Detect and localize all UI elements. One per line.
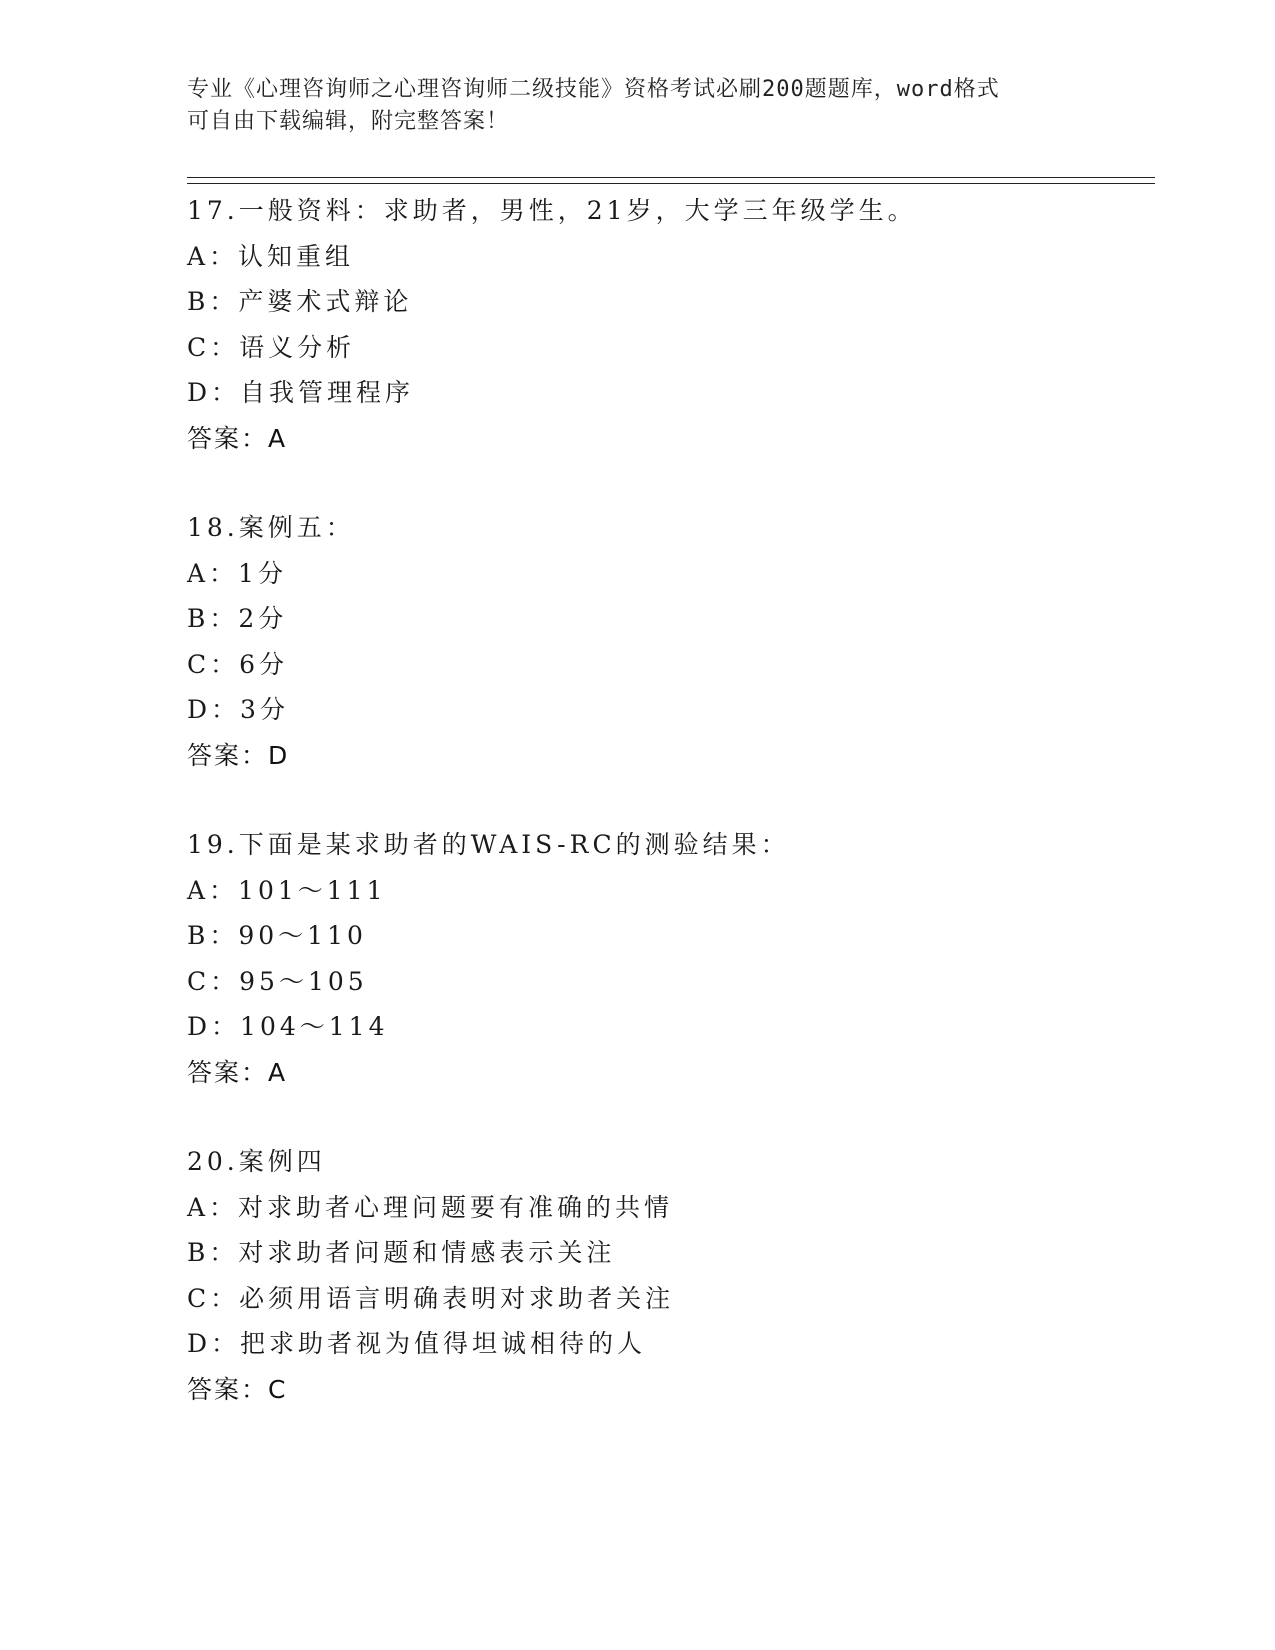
question-stem: 19.下面是某求助者的WAIS-RC的测验结果： — [187, 830, 790, 859]
option-a: A：1分 — [187, 558, 287, 588]
header-line-2: 可自由下载编辑，附完整答案！ — [187, 109, 510, 134]
question-stem: 18.案例五： — [187, 513, 355, 542]
question-20 — [187, 1139, 1155, 1412]
option-a: A：对求助者心理问题要有准确的共情 — [187, 1192, 674, 1222]
answer-line: 答案：C — [187, 1374, 288, 1404]
option-b: B：2分 — [187, 604, 288, 633]
option-a: A：认知重组 — [187, 241, 355, 271]
option-a: A：101～111 — [187, 875, 387, 905]
option-c: C：必须用语言明确表明对求助者关注 — [187, 1283, 675, 1313]
option-b: B：产婆术式辩论 — [187, 287, 413, 316]
option-d: D：把求助者视为值得坦诚相待的人 — [187, 1329, 647, 1358]
question-19 — [187, 822, 1155, 1095]
option-b: B：90～110 — [187, 921, 367, 950]
option-d: D：自我管理程序 — [187, 378, 415, 407]
option-d: D：104～114 — [187, 1012, 389, 1041]
option-c: C：语义分析 — [187, 332, 356, 362]
question-stem: 20.案例四 — [187, 1147, 326, 1176]
question-stem: 17.一般资料：求助者，男性，21岁，大学三年级学生。 — [187, 196, 917, 225]
header-rule-top — [187, 177, 1155, 178]
question-17 — [187, 188, 1155, 461]
question-list — [187, 188, 1155, 1412]
answer-line: 答案：A — [187, 1057, 288, 1087]
header-rule-bottom — [187, 183, 1155, 184]
option-c: C：95～105 — [187, 966, 368, 996]
header-line-1: 专业《心理咨询师之心理咨询师二级技能》资格考试必刷200题题库，word格式 — [187, 77, 1000, 102]
option-d: D：3分 — [187, 695, 289, 724]
answer-line: 答案：A — [187, 423, 288, 453]
document-header — [187, 74, 1067, 138]
answer-line: 答案：D — [187, 740, 290, 770]
option-b: B：对求助者问题和情感表示关注 — [187, 1238, 616, 1267]
option-c: C：6分 — [187, 649, 289, 679]
question-18 — [187, 505, 1155, 778]
